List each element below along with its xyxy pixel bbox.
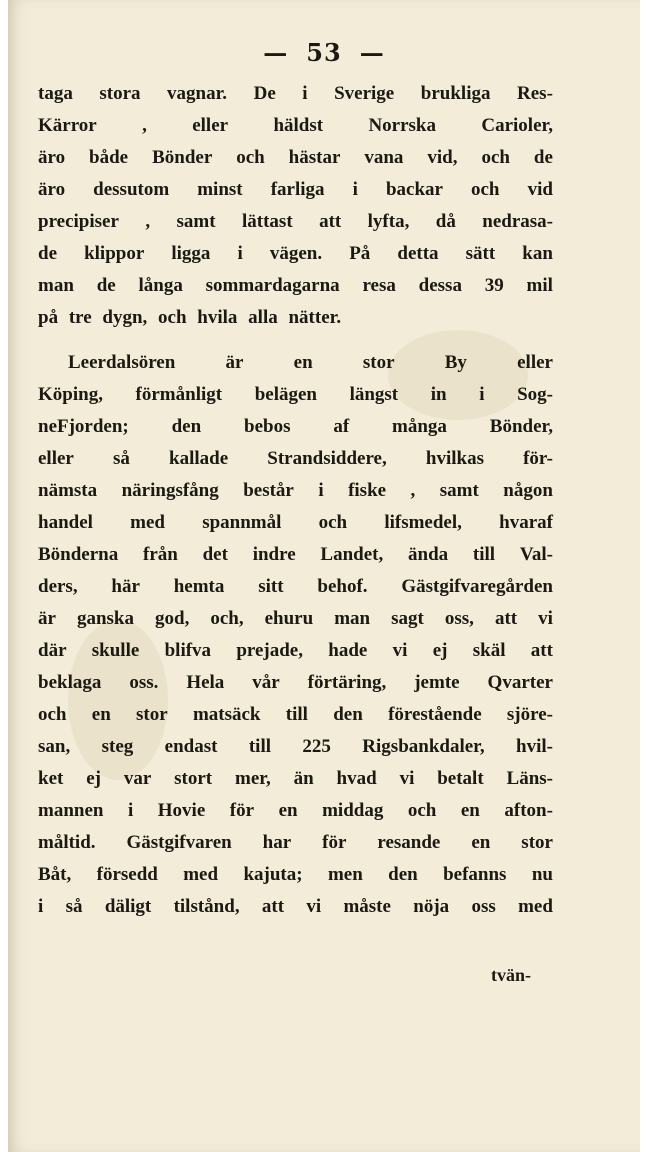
text-line: är ganska god, och, ehuru man sagt oss, att vi	[38, 608, 553, 629]
book-page	[8, 0, 640, 1152]
text-line: mannen i Hovie för en middag och en afton-	[38, 800, 553, 821]
paragraph-gap	[38, 334, 553, 347]
text-line: där skulle blifva prejade, hade vi ej skäl att	[38, 640, 553, 661]
text-line: ket ej var stort mer, än hvad vi betalt Läns-	[38, 768, 553, 789]
text-line: Leerdalsören är en stor By eller	[68, 352, 553, 373]
text-line: Bönderna från det indre Landet, ända till Val-	[38, 544, 553, 565]
header-dash: —	[263, 38, 289, 67]
header-dash: —	[359, 38, 385, 67]
page-number: 53	[306, 38, 342, 67]
body-text	[38, 78, 553, 923]
text-line: nämsta näringsfång består i fiske , samt någon	[38, 480, 553, 501]
text-line: Köping, förmånligt belägen längst in i Sog-	[38, 384, 553, 405]
text-line: måltid. Gästgifvaren har för resande en stor	[38, 832, 553, 853]
text-line: ders, här hemta sitt behof. Gästgifvaregården	[38, 576, 553, 597]
text-line: äro dessutom minst farliga i backar och vid	[38, 179, 553, 200]
page-header	[8, 38, 640, 67]
text-line: taga stora vagnar. De i Sverige brukliga Res-	[38, 83, 553, 104]
text-line: handel med spannmål och lifsmedel, hvaraf	[38, 512, 553, 533]
text-line: eller så kallade Strandsiddere, hvilkas för-	[38, 448, 553, 469]
text-line: och en stor matsäck till den förestående sjöre-	[38, 704, 553, 725]
catchword: tvän-	[491, 965, 531, 985]
text-line: neFjorden; den bebos af många Bönder,	[38, 416, 553, 437]
text-line: Båt, försedd med kajuta; men den befanns nu	[38, 864, 553, 885]
text-line: äro både Bönder och hästar vana vid, och de	[38, 147, 553, 168]
text-line: Kärror , eller häldst Norrska Carioler,	[38, 115, 553, 136]
text-line: san, steg endast till 225 Rigsbankdaler, hvil-	[38, 736, 553, 757]
text-line: på tre dygn, och hvila alla nätter.	[38, 307, 342, 328]
text-line: man de långa sommardagarna resa dessa 39 mil	[38, 275, 553, 296]
text-line: precipiser , samt lättast att lyfta, då nedrasa-	[38, 211, 553, 232]
text-line: beklaga oss. Hela vår förtäring, jemte Qvarter	[38, 672, 553, 693]
text-line: i så däligt tilstånd, att vi måste nöja oss med	[38, 896, 553, 917]
text-line: de klippor ligga i vägen. På detta sätt kan	[38, 243, 553, 264]
